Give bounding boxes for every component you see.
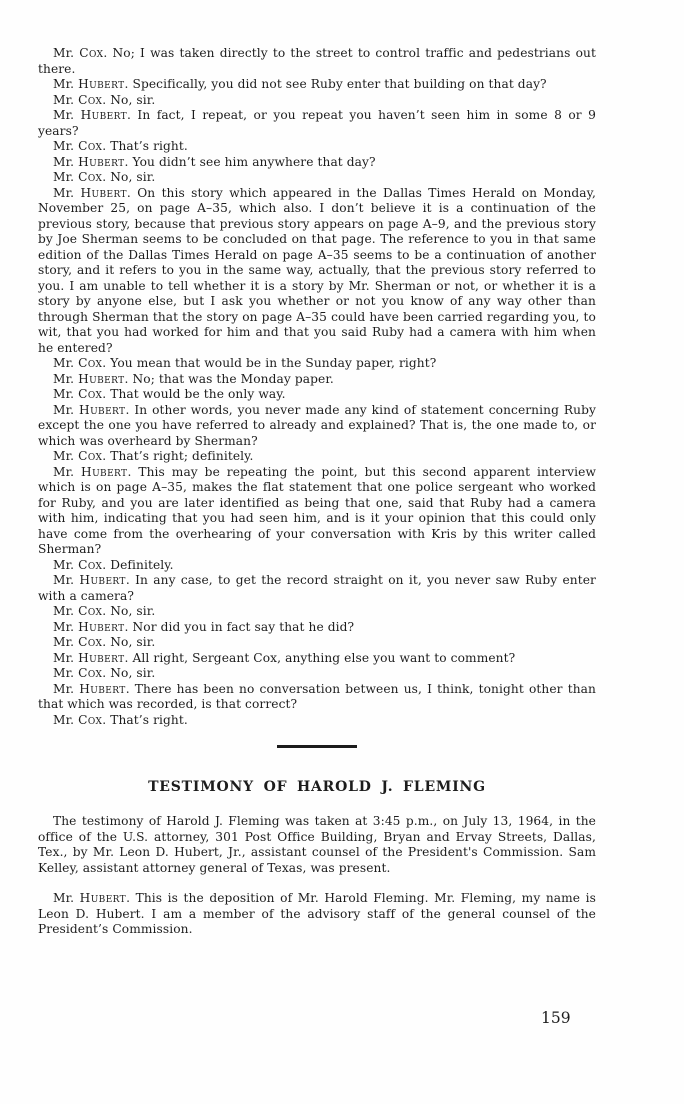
dialogue-line: Mr. Cox. You mean that would be in the Sunday paper, right? xyxy=(53,356,437,370)
dialogue-line: Mr. Cox. Definitely. xyxy=(53,557,174,572)
dialogue-line: Mr. Hubert. In fact, I repeat, or you repeat you haven’t seen him in some 8 or 9 years? xyxy=(38,108,597,138)
dialogue-line: Mr. Hubert. On this story which appeared in the Dallas Times Herald on Monday, November 25, on page A–35, which also. I don’t believe it is a continuation of the previous story, because that previous story appears on page A–9, and the previous story by Joe Sherman seems to be concluded on that page. The reference to you in that same edition of the Dallas Times Herald on page A–35 seems to be a continuation of another story, and it refers to you in the same way, actually, that the previous story referred to you. I am unable to tell whether it is a story by Mr. Sherman or not, or whether it is a story by anyone else, but I ask you whether or not you know of any way other than through Sherman that the story on page A–35 could have been carried regarding you, to wit, that you had worked for him and that you said Ruby had a camera with him when he entered? xyxy=(38,185,596,355)
dialogue-line: Mr. Hubert. There has been no conversation between us, I think, tonight other than that which was recorded, is that correct? xyxy=(38,681,596,711)
speaker-name: Mr. Hubert. xyxy=(53,77,129,91)
speaker-name: Mr. Cox. xyxy=(53,92,107,107)
speaker-name: Mr. Hubert. xyxy=(53,891,131,905)
dialogue-line: Mr. Cox. That’s right. xyxy=(53,139,188,153)
dialogue-line: Mr. Cox. No, sir. xyxy=(53,604,156,618)
page-number: 159 xyxy=(541,1009,571,1027)
speaker-name: Mr. Hubert. xyxy=(53,371,129,386)
dialogue-line: Mr. Cox. No, sir. xyxy=(53,92,156,107)
speaker-name: Mr. Hubert. xyxy=(53,108,131,122)
dialogue-line: Mr. Cox. No, sir. xyxy=(53,635,156,649)
speaker-name: Mr. Cox. xyxy=(53,604,107,618)
speaker-name: Mr. Cox. xyxy=(53,46,108,60)
dialogue-line: Mr. Hubert. No; that was the Monday paper. xyxy=(53,371,334,386)
speaker-name: Mr. Cox. xyxy=(53,557,107,572)
speaker-name: Mr. Hubert. xyxy=(53,402,130,417)
speaker-name: Mr. Cox. xyxy=(53,356,107,370)
speaker-name: Mr. Hubert. xyxy=(53,464,132,479)
dialogue-line: Mr. Hubert. This may be repeating the point, but this second apparent interview which is on page A–35, makes the flat statement that one police sergeant who worked for Ruby, and you are later identified as being that one, said that Ruby had a camera with him, indicating that you had seen him, and is it your opinion that this could only have come from the overhearing of your conversation with Kris by this writer called Sherman? xyxy=(38,464,597,556)
speaker-name: Mr. Hubert. xyxy=(53,619,129,634)
speaker-name: Mr. Hubert. xyxy=(53,185,131,200)
dialogue-line: Mr. Hubert. This is the deposition of Mr. Harold Fleming. Mr. Fleming, my name is Leon D. Hubert. I am a member of the advisory staff of the general counsel of the President’s Commission. xyxy=(38,891,596,936)
dialogue-line: Mr. Cox. That’s right; definitely. xyxy=(53,449,254,463)
speaker-name: Mr. Cox. xyxy=(53,449,107,463)
dialogue-line: Mr. Hubert. Specifically, you did not see Ruby enter that building on that day? xyxy=(53,77,547,91)
dialogue-line: Mr. Cox. That’s right. xyxy=(53,712,188,727)
dialogue-line: Mr. Hubert. You didn’t see him anywhere that day? xyxy=(53,154,376,169)
text-column xyxy=(38,46,596,938)
speaker-name: Mr. Cox. xyxy=(53,666,107,680)
dialogue-line: Mr. Hubert. In any case, to get the record straight on it, you never saw Ruby enter with a camera? xyxy=(38,573,596,603)
dialogue-line: Mr. Hubert. All right, Sergeant Cox, anything else you want to comment? xyxy=(53,650,516,665)
dialogue-line: Mr. Cox. No, sir. xyxy=(53,666,156,680)
speaker-name: Mr. Cox. xyxy=(53,635,107,649)
speaker-name: Mr. Hubert. xyxy=(53,573,130,587)
speaker-name: Mr. Hubert. xyxy=(53,650,129,665)
speaker-name: Mr. Hubert. xyxy=(53,681,130,696)
dialogue-line: Mr. Cox. No, sir. xyxy=(53,170,156,184)
section-heading: TESTIMONY OF HAROLD J. FLEMING xyxy=(148,779,486,795)
testimony-dialogue-cox xyxy=(38,46,596,728)
dialogue-line: Mr. Cox. No; I was taken directly to the street to control traffic and pedestrians out there. xyxy=(38,46,596,76)
dialogue-line: Mr. Cox. That would be the only way. xyxy=(53,387,286,401)
section-divider-rule xyxy=(277,745,357,748)
speaker-name: Mr. Cox. xyxy=(53,387,107,401)
testimony-dialogue-fleming xyxy=(38,891,596,938)
dialogue-line: Mr. Hubert. In other words, you never made any kind of statement concerning Ruby except the one you have referred to already and explained? That is, the one made to, or which was overheard by Sherman? xyxy=(38,402,596,448)
testimony-intro-paragraph: The testimony of Harold J. Fleming was taken at 3:45 p.m., on July 13, 1964, in the office of the U.S. attorney, 301 Post Office Building, Bryan and Ervay Streets, Dallas, Tex., by Mr. Leon D. Hubert, Jr., assistant counsel of the President's Commission. Sam Kelley, assistant attorney general of Texas, was present. xyxy=(38,814,596,875)
speaker-name: Mr. Cox. xyxy=(53,170,107,184)
speaker-name: Mr. Cox. xyxy=(53,139,107,153)
speaker-name: Mr. Hubert. xyxy=(53,154,129,169)
speaker-name: Mr. Cox. xyxy=(53,712,107,727)
dialogue-line: Mr. Hubert. Nor did you in fact say that he did? xyxy=(53,619,355,634)
